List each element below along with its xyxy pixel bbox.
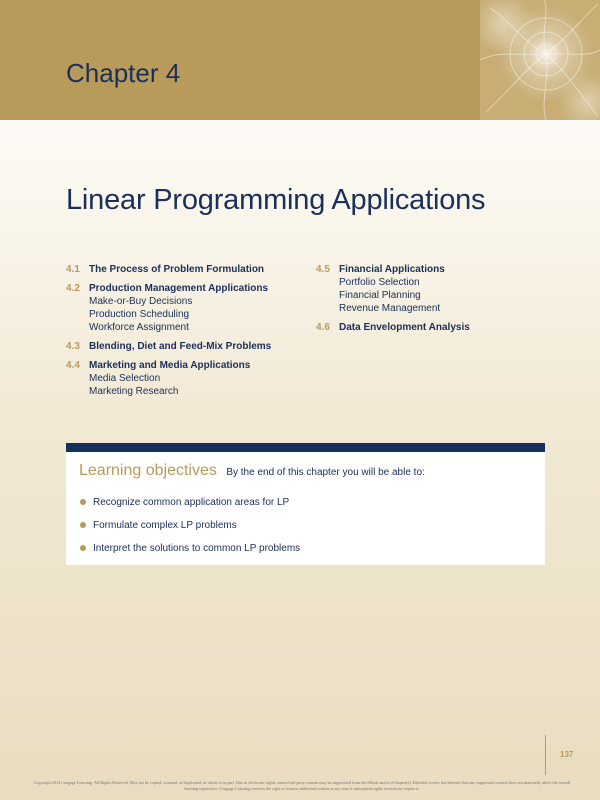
- toc-title: Production Management Applications: [89, 283, 269, 294]
- learning-objective-text: Recognize common application areas for LP: [93, 496, 290, 508]
- copyright-notice: Copyright 2014 Cengage Learning. All Rights Reserved. May not be copied, scanned, or duplicated, in whole or in part. Due to electronic rights, some third party content may be suppressed from the eBook and/or eChapter(s). Editorial review has deemed that any suppressed content does not materially affect the overall learning experience. Cengage Learning reserves the right to remove additional content at any time if subsequent rights restrictions require it.: [33, 780, 571, 791]
- toc-title: Blending, Diet and Feed-Mix Problems: [89, 341, 272, 352]
- learning-objectives-intro: By the end of this chapter you will be able to:: [226, 467, 425, 478]
- toc-number: 4.3: [66, 341, 80, 352]
- toc-title: Financial Applications: [339, 264, 445, 275]
- learning-objective-item: [80, 542, 300, 554]
- learning-objective-text: Formulate complex LP problems: [93, 519, 237, 531]
- toc-subentry: Production Scheduling: [89, 309, 190, 320]
- toc-subentry: Financial Planning: [339, 290, 421, 301]
- toc-entry: [316, 321, 546, 334]
- fractal-ornament-icon: [480, 0, 600, 120]
- toc-subentry: Media Selection: [89, 373, 161, 384]
- learning-objective-item: [80, 519, 300, 531]
- toc-number: 4.5: [316, 264, 330, 275]
- chapter-title: Linear Programming Applications: [66, 184, 486, 216]
- toc-subentry: Portfolio Selection: [339, 277, 420, 288]
- learning-objectives-title: Learning objectives: [79, 462, 217, 479]
- bullet-icon: [80, 499, 86, 505]
- page-number-rule: [545, 735, 546, 775]
- toc-number: 4.1: [66, 264, 80, 275]
- toc-entry: [316, 263, 546, 315]
- toc-title: Data Envelopment Analysis: [339, 322, 470, 333]
- fractal-decoration: [480, 0, 600, 120]
- learning-objective-text: Interpret the solutions to common LP problems: [93, 542, 301, 554]
- learning-objectives-bar: [66, 443, 545, 452]
- toc-subentry: Marketing Research: [89, 386, 179, 397]
- toc-title: The Process of Problem Formulation: [89, 264, 265, 275]
- toc-entry: [66, 359, 306, 398]
- toc-number: 4.2: [66, 283, 80, 294]
- toc-left-column: [66, 263, 306, 404]
- bullet-icon: [80, 545, 86, 551]
- learning-objectives-list: [80, 496, 300, 565]
- learning-objectives-heading: [79, 462, 425, 480]
- toc-number: 4.6: [316, 322, 330, 333]
- page-number: 137: [560, 750, 574, 759]
- bullet-icon: [80, 522, 86, 528]
- header-band: [0, 0, 600, 120]
- toc-title: Marketing and Media Applications: [89, 360, 251, 371]
- chapter-label: Chapter 4: [66, 58, 181, 88]
- toc-entry: [66, 340, 306, 353]
- learning-objectives-box: [66, 452, 545, 565]
- learning-objective-item: [80, 496, 300, 508]
- toc-right-column: [316, 263, 546, 340]
- toc-subentry: Revenue Management: [339, 303, 441, 314]
- toc-number: 4.4: [66, 360, 80, 371]
- toc-subentry: Make-or-Buy Decisions: [89, 296, 193, 307]
- toc-entry: [66, 282, 306, 334]
- toc-subentry: Workforce Assignment: [89, 322, 189, 333]
- toc-entry: [66, 263, 306, 276]
